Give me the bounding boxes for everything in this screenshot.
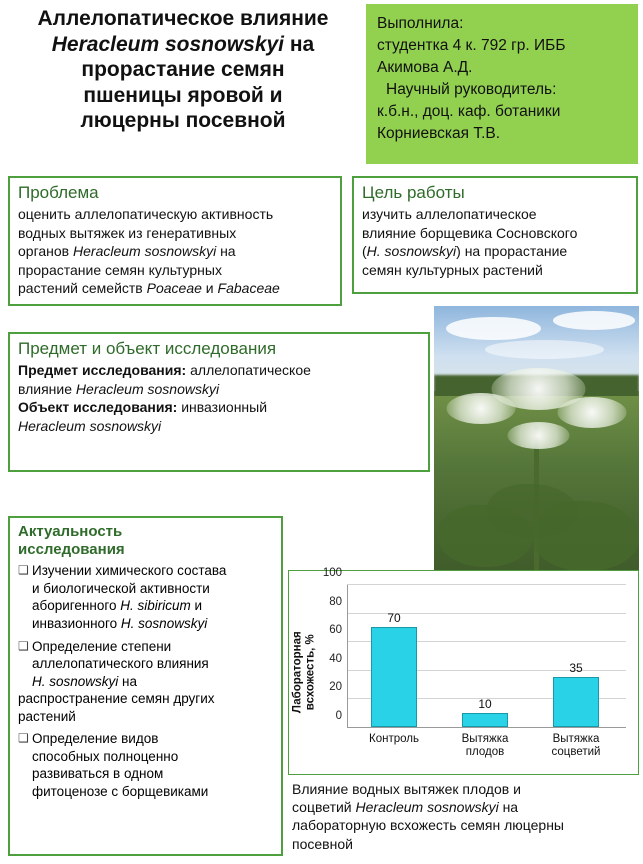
relevance-item-1-line-3 [32, 597, 273, 615]
chart-x-axis-line [347, 727, 626, 728]
chart-x-tick-line: плодов [465, 746, 505, 759]
photo-hogweed-plant [434, 364, 639, 571]
subject-value: аллелопатическое [186, 362, 311, 379]
chart-bar-value: 35 [569, 661, 583, 676]
subject-line-1 [18, 361, 420, 379]
chart-x-tick-inflorescence [530, 733, 622, 759]
goal-species-abbrev: H. sosnowskyi [366, 243, 457, 260]
chart-bar-value: 10 [478, 696, 492, 711]
object-line-1 [18, 398, 420, 416]
list-item [18, 638, 273, 726]
title-line-3: прорастание семян [81, 58, 285, 82]
title-line-2 [38, 32, 329, 58]
relevance-item-3-text [32, 730, 273, 800]
relevance-box [8, 516, 283, 856]
photo-cloud [553, 311, 635, 330]
relevance-item-1-line-2: и биологической активности [32, 580, 210, 596]
chart-caption-line-2 [292, 798, 635, 816]
author-block [366, 4, 638, 164]
chart-caption-line-4: посевной [292, 835, 353, 852]
author-line-6: Корниевская Т.В. [377, 125, 501, 142]
list-item [18, 730, 273, 800]
photo-umbel [557, 397, 627, 428]
object-line-2 [18, 417, 420, 435]
goal-line-3-b: ) на прорастание [456, 243, 568, 260]
subject-line-2-a: влияние [18, 380, 76, 397]
title-line-4: пшеницы яровой и [83, 83, 283, 107]
object-value: инвазионный [177, 399, 268, 416]
problem-family-fabaceae: Fabaceae [217, 280, 280, 297]
author-line-1: Выполнила: [377, 15, 464, 32]
goal-box [352, 176, 638, 294]
relevance-heading [18, 523, 273, 558]
title-line-1: Аллелопатическое влияние [37, 7, 329, 30]
chart-caption [288, 778, 639, 853]
relevance-item-1-line-4 [32, 615, 273, 633]
photo-leaf [487, 484, 577, 538]
title-species-name: Heracleum sosnowskyi [51, 32, 285, 56]
chart-bar-value: 70 [387, 611, 401, 626]
goal-line-3-a: ( [362, 243, 367, 260]
goal-body [362, 205, 628, 279]
relevance-item-1-line-3-b: и [190, 598, 203, 614]
photo-cloud [485, 340, 604, 359]
chart-y-tick: 20 [329, 681, 342, 694]
goal-line-2: влияние борщевика Сосновского [362, 224, 578, 241]
species-h-sibiricum: H. sibiricum [120, 598, 191, 614]
problem-line-3-a: органов [18, 243, 74, 260]
relevance-item-1-line-4-a: инвазионного [32, 616, 121, 632]
chart-y-tick: 0 [335, 710, 342, 722]
goal-heading: Цель работы [362, 183, 465, 202]
photo-umbel [508, 422, 570, 449]
goal-line-4: семян культурных растений [362, 261, 543, 278]
subject-object-box [8, 332, 430, 472]
chart-y-axis-label-line-1: Лабораторная [291, 631, 304, 713]
chart-x-tick-fruit [439, 733, 531, 759]
chart-x-tick-line: Вытяжка [461, 733, 509, 745]
chart-caption-line-2-a: соцветий [292, 799, 356, 816]
author-line-4: Научный руководитель: [386, 81, 557, 98]
problem-line-5-a: растений семейств [18, 280, 147, 297]
subject-label: Предмет исследования: [18, 362, 187, 379]
relevance-item-2-line-3 [32, 673, 273, 691]
chart-caption-line-3: лабораторную всхожесть семян люцерны [292, 817, 564, 834]
problem-body [18, 205, 332, 297]
object-species-name: Heracleum sosnowskyi [18, 417, 162, 434]
relevance-item-2-text [18, 638, 273, 726]
author-line-3: Акимова А.Д. [377, 59, 473, 76]
problem-line-3 [18, 242, 332, 260]
relevance-item-2-line-3-b: на [118, 673, 137, 689]
chart-y-tick: 60 [329, 624, 342, 637]
problem-box [8, 176, 342, 306]
relevance-item-2-line-2: аллелопатического влияния [32, 656, 209, 672]
checkbox-bullet-icon: ❑ [18, 563, 29, 578]
problem-line-1: оценить аллелопатическую активность [18, 206, 274, 223]
relevance-item-3-line-2: способных полноценно [32, 748, 179, 764]
list-item [18, 562, 273, 632]
author-line-2: студентка 4 к. 792 гр. ИББ [377, 37, 566, 54]
problem-family-poaceae: Poaceae [146, 280, 202, 297]
goal-line-3 [362, 242, 628, 260]
subject-line-2 [18, 380, 420, 398]
problem-species-name: Heracleum sosnowskyi [73, 243, 217, 260]
chart-y-axis-label-line-2: всхожесть, % [305, 634, 318, 710]
relevance-heading-line-1: Актуальность [18, 523, 123, 540]
chart-y-tick: 40 [329, 652, 342, 665]
relevance-item-3-line-4: фитоценозе с борщевиками [32, 783, 209, 799]
germination-bar-chart [288, 567, 639, 775]
title-line-5: люцерны посевной [80, 109, 286, 133]
object-label: Объект исследования: [18, 399, 178, 416]
chart-x-tick-control [348, 733, 440, 746]
problem-heading: Проблема [18, 183, 99, 202]
chart-bar-inflorescence-extract [553, 677, 599, 727]
relevance-item-2-line-5: растений [18, 708, 76, 724]
chart-bar-fruit-extract [462, 713, 508, 727]
relevance-item-3-line-1: Определение видов [32, 731, 159, 747]
chart-y-tick: 80 [329, 595, 342, 608]
problem-line-3-b: на [216, 243, 236, 260]
chart-bar-control [371, 627, 417, 727]
photo-cloud [446, 317, 540, 341]
checkbox-bullet-icon: ❑ [18, 638, 29, 653]
relevance-item-1-line-1: Изучении химического состава [32, 563, 227, 579]
relevance-item-2-line-4: распространение семян других [18, 691, 215, 707]
chart-gridline [347, 584, 626, 585]
goal-line-1: изучить аллелопатическое [362, 206, 537, 223]
chart-caption-line-1: Влияние водных вытяжек плодов и [292, 781, 521, 797]
checkbox-bullet-icon: ❑ [18, 731, 29, 746]
chart-inner [289, 567, 638, 774]
problem-line-5 [18, 279, 332, 297]
chart-x-tick-line: Вытяжка [552, 733, 600, 745]
species-h-sosnowskyi-2: H. sosnowskyi [32, 673, 119, 689]
relevance-item-2-line-1: Определение степени [32, 638, 172, 654]
problem-line-5-b: и [201, 280, 218, 297]
chart-y-tick: 100 [322, 567, 342, 579]
hogweed-field-photo [434, 306, 639, 571]
chart-y-axis-line [347, 585, 348, 728]
photo-umbel [446, 393, 516, 424]
author-line-5: к.б.н., доц. каф. ботаники [377, 103, 561, 120]
problem-line-4: прорастание семян культурных [18, 261, 222, 278]
relevance-item-1-line-3-a: аборигенного [32, 598, 121, 614]
relevance-item-1-text [32, 562, 273, 632]
subject-body [18, 361, 420, 435]
chart-caption-species-name: Heracleum sosnowskyi [355, 799, 499, 816]
page-title [8, 6, 358, 166]
chart-plot-area [322, 567, 626, 759]
subject-species-name: Heracleum sosnowskyi [75, 380, 220, 397]
relevance-item-3-line-3: развиваться в одном [32, 766, 164, 782]
subject-heading: Предмет и объект исследования [18, 339, 277, 358]
problem-line-2: водных вытяжек из генеративных [18, 224, 237, 241]
relevance-heading-line-2: исследования [18, 540, 125, 558]
chart-caption-line-2-b: на [498, 799, 519, 816]
species-h-sosnowskyi-1: H. sosnowskyi [120, 616, 208, 632]
chart-y-axis-label [291, 607, 318, 737]
chart-x-tick-line: Контроль [369, 733, 419, 745]
title-line-2-suffix: на [284, 32, 315, 56]
chart-x-tick-line: соцветий [551, 746, 601, 759]
